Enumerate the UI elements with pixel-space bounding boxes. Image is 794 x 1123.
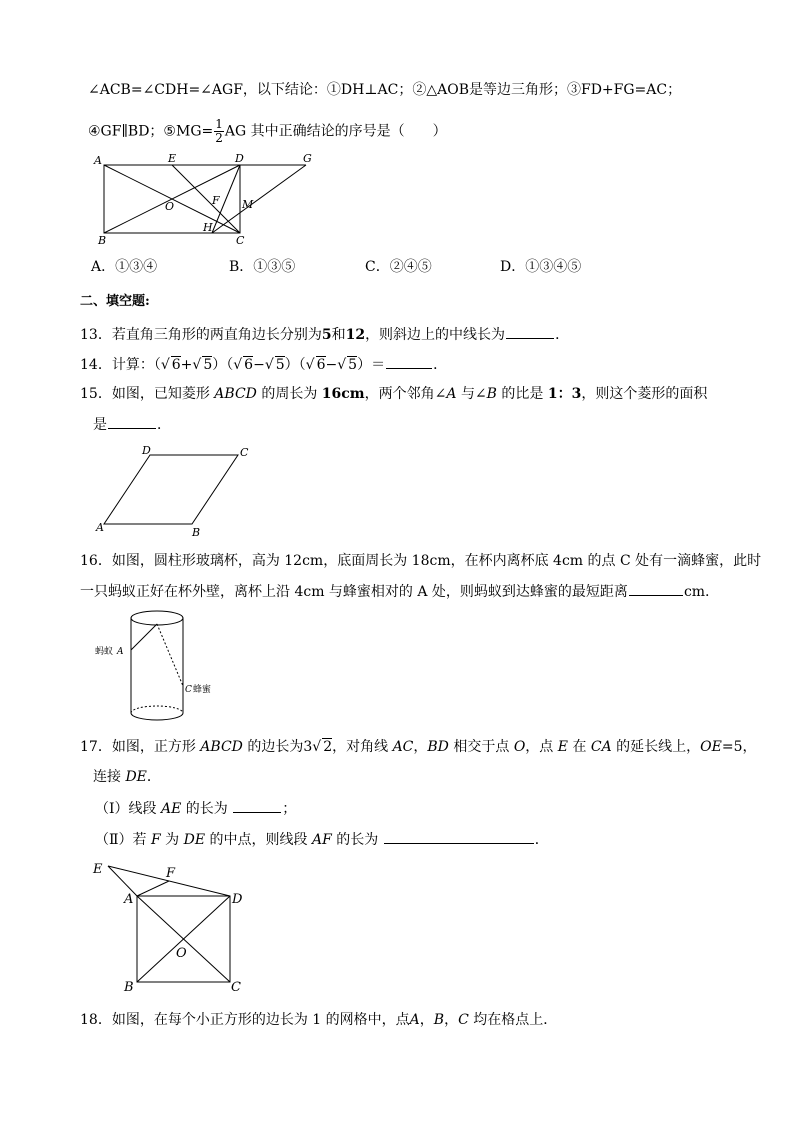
label-c: C: [185, 685, 192, 695]
label-f: F: [166, 866, 176, 881]
label-honey: 蜂蜜: [193, 685, 212, 695]
label-m: M: [242, 198, 254, 211]
label-g: G: [303, 152, 312, 165]
label-a: A: [117, 647, 124, 657]
q17-line1: 17．如图，正方形 ABCD 的边长为3√ 2，对角线 AC，BD 相交于点 O，点 E 在 CA 的延长线上，OE=5，: [80, 739, 757, 755]
option-c[interactable]: C．②④⑤: [365, 259, 432, 275]
q12-line1-text: ∠ACB=∠CDH=∠AGF，以下结论：①DH⊥AC；②△AOB是等边三角形；③FD+FG=AC；: [88, 82, 682, 98]
section-heading-fill-in: 二、填空题:: [80, 294, 150, 309]
label-a: A: [96, 521, 104, 534]
q12-line2-a: ④GF∥BD；⑤MG=: [88, 123, 214, 140]
label-d: D: [142, 444, 151, 457]
q15-line1: 15．如图，已知菱形 ABCD 的周长为 16cm，两个邻角∠A 与∠B 的比是 1：3，则这个菱形的面积: [80, 386, 708, 402]
q16-line1: 16．如图，圆柱形玻璃杯，高为 12cm，底面周长为 18cm，在杯内离杯底 4cm 的点 C 处有一滴蜂蜜，此时: [80, 553, 762, 569]
segment-af: [137, 881, 169, 896]
label-b: B: [98, 234, 107, 247]
label-d: D: [232, 892, 243, 907]
label-f: F: [212, 194, 220, 207]
q14: 14．计算：（√ 6+√ 5）（√ 6−√ 5）（√ 6−√ 5）＝ ．: [80, 354, 447, 375]
label-c: C: [236, 234, 245, 247]
label-d: D: [235, 152, 244, 165]
option-b[interactable]: B．①③⑤: [229, 259, 296, 275]
label-b: B: [124, 980, 134, 995]
q17-line2: 连接 DE．: [93, 769, 161, 785]
option-a[interactable]: A．①③④: [91, 259, 158, 275]
label-c: C: [240, 446, 249, 459]
label-o: O: [176, 946, 187, 961]
label-o: O: [165, 200, 175, 213]
label-ant: 蚂蚁: [95, 647, 114, 657]
label-a: A: [94, 154, 102, 167]
q15-line2: 是 ．: [93, 414, 171, 435]
q16-line2: 一只蚂蚁正好在杯外壁，离杯上沿 4cm 与蜂蜜相对的 A 处，则蚂蚁到达蜂蜜的最短距离 cm.: [80, 581, 710, 602]
q17-part1: （Ⅰ）线段 AE 的长为 ；: [95, 798, 296, 819]
label-b: B: [192, 526, 201, 539]
q13: 13．若直角三角形的两直角边长分别为5和12，则斜边上的中线长为 ．: [80, 324, 569, 345]
q18: 18．如图，在每个小正方形的边长为 1 的网格中，点A，B，C 均在格点上．: [80, 1012, 558, 1028]
half-fraction: $\frac{1}{2}$: [215, 117, 223, 145]
label-e: E: [168, 152, 177, 165]
label-a: A: [124, 892, 134, 907]
label-e: E: [93, 862, 103, 877]
q12-line2-b: AG 其中正确结论的序号是（ ）: [224, 123, 447, 140]
option-d[interactable]: D．①③④⑤: [500, 259, 582, 275]
label-c: C: [231, 980, 241, 995]
label-h: H: [203, 221, 213, 234]
q17-part2: （Ⅱ）若 F 为 DE 的中点，则线段 AF 的长为 ．: [95, 829, 549, 850]
